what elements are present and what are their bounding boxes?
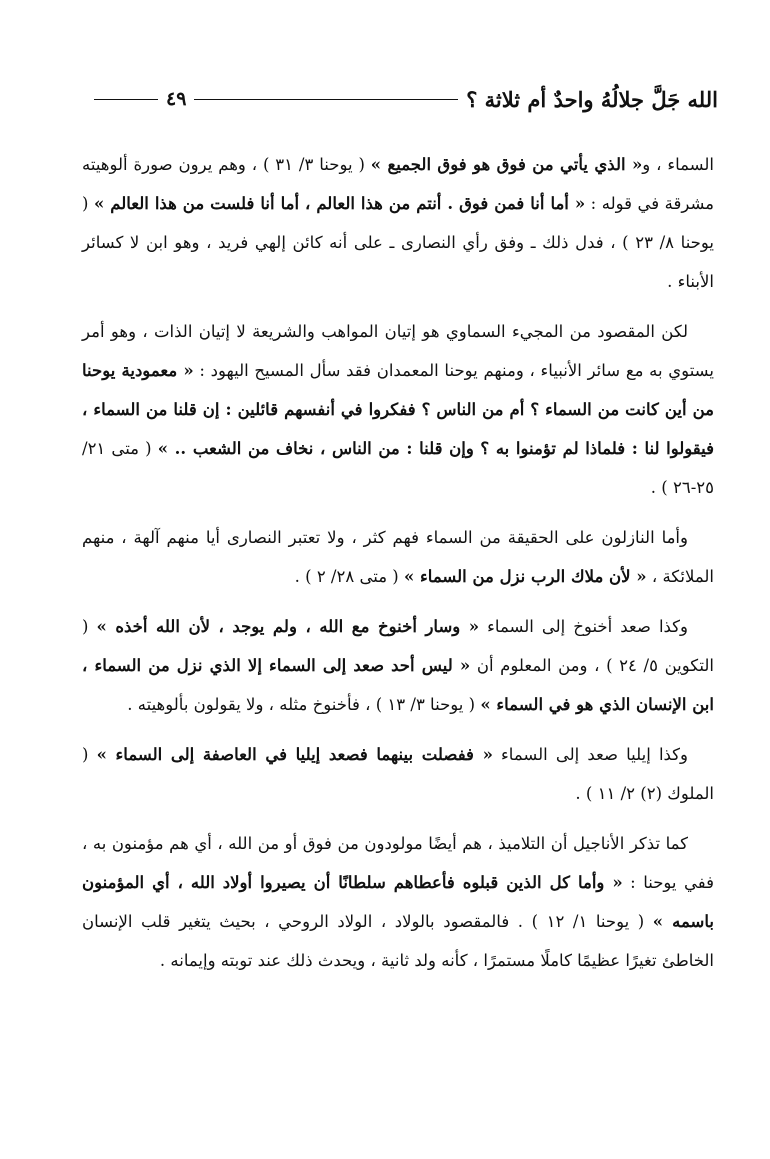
paragraph-text: وكذا إيليا صعد إلى السماء (492, 745, 689, 764)
quotation: « وسار أخنوخ مع الله ، ولم يوجد ، لأن الله أخذه » (96, 617, 480, 636)
header-rule-end (94, 99, 158, 100)
quotation: « أما أنا فمن فوق . أنتم من هذا العالم ، أما أنا فلست من هذا العالم » (93, 194, 586, 213)
paragraph-text: ( الملوك (٢) ٢/ ١١ ) . (82, 745, 714, 803)
quotation: « معمودية يوحنا من أين كانت من السماء ؟ أم من الناس ؟ ففكروا في أنفسهم قائلين : إن قلنا من السماء ، فيقولوا لنا : فلماذا لم تؤمنوا به ؟ وإن قلنا : من الناس ، نخاف من الشعب .. » (82, 361, 714, 458)
paragraph-text: السماء ، و (642, 155, 714, 174)
quotation: « لأن ملاك الرب نزل من السماء » (403, 567, 647, 586)
header-rule (194, 99, 458, 100)
quotation: « وأما كل الذين قبلوه فأعطاهم سلطانًا أن يصيروا أولاد الله ، أي المؤمنون باسمه » (82, 873, 715, 931)
paragraph-text: وأما النازلون على الحقيقة من السماء فهم كثر ، ولا تعتبر النصارى أيا منهم آلهة ، منهم الملائكة ، (82, 528, 714, 586)
paragraph-text: وكذا صعد أخنوخ إلى السماء (479, 617, 689, 636)
paragraph-text: ( يوحنا ٣/ ١٣ ) ، فأخنوخ مثله ، ولا يقولون بألوهيته . (127, 695, 481, 714)
paragraph (82, 824, 714, 980)
quotation: « ففصلت بينهما فصعد إيليا في العاصفة إلى السماء » (96, 745, 493, 764)
paragraph-text: لكن المقصود من المجيء السماوي هو إتيان المواهب والشريعة لا إتيان الذات ، وهو أمر يستوي به مع سائر الأنبياء ، ومنهم يوحنا المعمدان فقد سأل المسيح اليهود : (82, 322, 714, 380)
running-header (86, 82, 718, 116)
quotation: « ليس أحد صعد إلى السماء إلا الذي نزل من السماء ، ابن الإنسان الذي هو في السماء » (82, 656, 714, 714)
page-number: ٤٩ (166, 88, 187, 110)
paragraph-text: ( يوحنا ٨/ ٢٣ ) ، فدل ذلك ـ وفق رأي النصارى ـ على أنه كائن إلهي فريد ، وهو ابن لا كسائر الأبناء . (82, 194, 714, 291)
paragraph (82, 607, 714, 724)
paragraph (82, 518, 714, 596)
quotation: « الذي يأتي من فوق هو فوق الجميع » (370, 155, 643, 174)
paragraph (82, 735, 714, 813)
running-title: الله جَلَّ جلالُهُ واحدٌ أم ثلاثة ؟ (466, 86, 718, 112)
page-body (82, 145, 714, 991)
paragraph-text: ( يوحنا ٣/ ٣١ ) ، وهم يرون صورة ألوهيته مشرقة في قوله : (82, 155, 715, 213)
paragraph-text: ( يوحنا ١/ ١٢ ) . فالمقصود بالولاد ، الولاد الروحي ، بحيث يتغير قلب الإنسان الخاطئ تغيرًا عظيمًا كاملًا مستمرًا ، كأنه ولد ثانية ، ويحدث ذلك عند توبته وإيمانه . (82, 912, 714, 970)
paragraph (82, 145, 714, 301)
paragraph (82, 312, 714, 507)
paragraph-text: ( التكوين ٥/ ٢٤ ) ، ومن المعلوم أن (82, 617, 714, 675)
paragraph-text: ( متى ٢٨/ ٢ ) . (294, 567, 404, 586)
paragraph-text: كما تذكر الأناجيل أن التلاميذ ، هم أيضًا مولودون من فوق أو من الله ، أي هم مؤمنون به ، ففي يوحنا : (82, 834, 714, 892)
paragraph-text: ( متى ٢١/ ٢٥-٢٦ ) . (82, 439, 714, 497)
